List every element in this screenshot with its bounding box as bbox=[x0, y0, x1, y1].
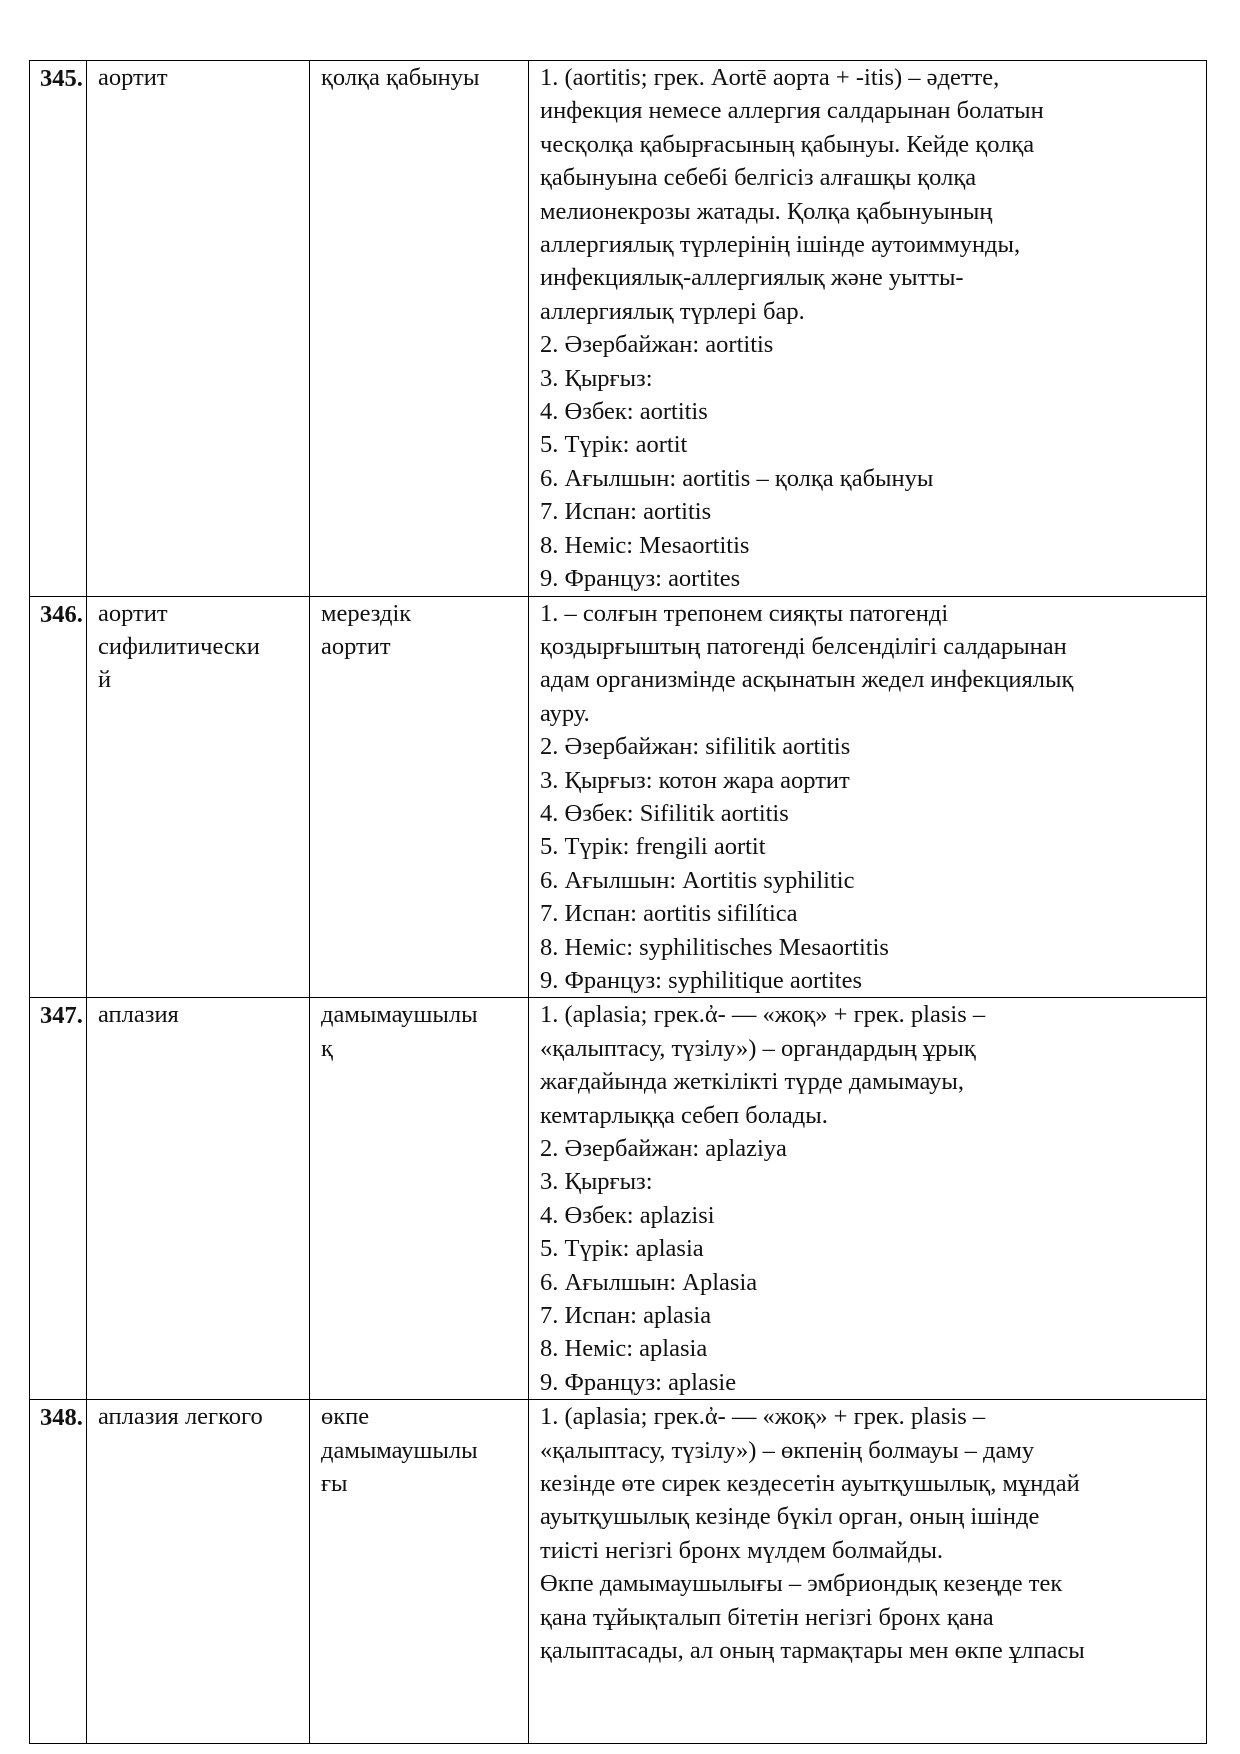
definition-line: 8. Неміс: aplasia bbox=[540, 1335, 708, 1363]
definition-line: қоздырғыштың патогенді белсенділігі салдарынан bbox=[540, 632, 1067, 660]
definition-cell bbox=[529, 1400, 1207, 1744]
definition-line: адам организмінде асқынатын жедел инфекциялық bbox=[540, 666, 1074, 694]
russian-term-line: й bbox=[98, 666, 112, 694]
kazakh-term-line: өкпе bbox=[321, 1403, 370, 1431]
definition-line: тиісті негізгі бронх мүлдем болмайды. bbox=[540, 1536, 944, 1564]
table-row bbox=[30, 61, 1207, 597]
definition-line: аллергиялық түрлерінің ішінде аутоиммунды, bbox=[540, 231, 1021, 259]
kazakh-term-line: дамымаушылы bbox=[321, 1001, 478, 1029]
entry-number: 347. bbox=[30, 998, 87, 1400]
table-row bbox=[30, 998, 1207, 1400]
terminology-table bbox=[29, 60, 1207, 1744]
definition-line: 8. Неміс: syphilitisches Mesaortitis bbox=[540, 933, 889, 961]
kazakh-term-line: дамымаушылы bbox=[321, 1436, 478, 1464]
entry-number: 348. bbox=[30, 1400, 87, 1744]
definition-line: қалыптасады, ал оның тармақтары мен өкпе ұлпасы bbox=[540, 1637, 1085, 1665]
definition-line: жағдайында жеткілікті түрде дамымауы, bbox=[540, 1068, 964, 1096]
definition-line: 3. Қырғыз: котон жара аортит bbox=[540, 766, 850, 794]
russian-term-cell bbox=[87, 596, 310, 998]
definition-line: инфекциялық-аллергиялық және уытты- bbox=[540, 264, 964, 292]
definition-line: «қалыптасу, түзілу») – органдардың ұрық bbox=[540, 1034, 976, 1062]
definition-line: 2. Әзербайжан: aplaziya bbox=[540, 1135, 787, 1162]
russian-term-line: аортит bbox=[98, 599, 168, 627]
definition-line: ауытқушылық кезінде бүкіл орган, оның ішінде bbox=[540, 1503, 1040, 1531]
kazakh-term-line: аортит bbox=[321, 632, 391, 660]
document-page bbox=[29, 60, 1206, 1744]
definition-line: 7. Испан: aplasia bbox=[540, 1302, 712, 1330]
definition-line: мелионекрозы жатады. Қолқа қабынуының bbox=[540, 197, 993, 225]
table-row bbox=[30, 596, 1207, 998]
definition-line: 2. Әзербайжан: sifilitik aortitis bbox=[540, 733, 851, 761]
kazakh-term-line: қ bbox=[321, 1034, 333, 1062]
definition-line: ауру. bbox=[540, 699, 590, 727]
definition-line: 6. Ағылшын: Aplasia bbox=[540, 1268, 758, 1296]
kazakh-term-line: қолқа қабынуы bbox=[321, 64, 480, 91]
definition-line: 5. Түрік: aortit bbox=[540, 431, 688, 459]
definition-cell bbox=[529, 596, 1207, 998]
definition-line: 1. (aplasia; грек.ἀ- — «жоқ» + грек. plasis – bbox=[540, 1001, 986, 1029]
definition-line: 6. Ағылшын: Aortitis syphilitic bbox=[540, 866, 855, 894]
definition-line: 9. Француз: aortites bbox=[540, 565, 741, 593]
definition-line: 6. Ағылшын: aortitis – қолқа қабынуы bbox=[540, 464, 934, 492]
russian-term-cell bbox=[87, 61, 310, 597]
definition-line: 1. (aortitis; грек. Aortē аорта + -itis) – әдетте, bbox=[540, 64, 1000, 91]
definition-line: кемтарлыққа себеп болады. bbox=[540, 1101, 828, 1129]
definition-cell bbox=[529, 61, 1207, 597]
definition-line: 9. Француз: syphilitique aortites bbox=[540, 966, 862, 994]
definition-line: инфекция немесе аллергия салдарынан болатын bbox=[540, 97, 1044, 125]
definition-line: 8. Неміс: Mesaortitis bbox=[540, 531, 750, 559]
russian-term-line: аортит bbox=[98, 64, 168, 91]
definition-line: Өкпе дамымаушылығы – эмбриондық кезеңде тек bbox=[540, 1570, 1063, 1598]
definition-line: 9. Француз: aplasie bbox=[540, 1368, 737, 1396]
kazakh-term-cell bbox=[310, 998, 529, 1400]
russian-term-cell bbox=[87, 1400, 310, 1744]
definition-line: 5. Түрік: aplasia bbox=[540, 1235, 704, 1263]
kazakh-term-cell bbox=[310, 596, 529, 998]
definition-line: 3. Қырғыз: bbox=[540, 364, 653, 392]
russian-term-line: аплазия легкого bbox=[98, 1403, 263, 1431]
kazakh-term-cell bbox=[310, 61, 529, 597]
definition-line: 7. Испан: aortitis sifilítica bbox=[540, 900, 798, 928]
definition-line: 1. – солғын трепонем сияқты патогенді bbox=[540, 599, 949, 627]
definition-line: аллергиялық түрлері бар. bbox=[540, 297, 805, 325]
definition-line: чесқолқа қабырғасының қабынуы. Кейде қолқа bbox=[540, 130, 1035, 158]
definition-cell bbox=[529, 998, 1207, 1400]
entry-number: 346. bbox=[30, 596, 87, 998]
kazakh-term-cell bbox=[310, 1400, 529, 1744]
definition-line: 4. Өзбек: aortitis bbox=[540, 398, 708, 426]
definition-line: 3. Қырғыз: bbox=[540, 1168, 653, 1196]
definition-line: 4. Өзбек: Sifilitik aortitis bbox=[540, 799, 789, 827]
definition-line: 1. (aplasia; грек.ἀ- — «жоқ» + грек. plasis – bbox=[540, 1403, 986, 1431]
table-row bbox=[30, 1400, 1207, 1744]
kazakh-term-line: ғы bbox=[321, 1470, 348, 1498]
definition-line: 4. Өзбек: aplazisi bbox=[540, 1201, 715, 1229]
entry-number: 345. bbox=[30, 61, 87, 597]
definition-line: қабынуына себебі белгісіз алғашқы қолқа bbox=[540, 164, 977, 192]
russian-term-cell bbox=[87, 998, 310, 1400]
russian-term-line: аплазия bbox=[98, 1001, 179, 1029]
definition-line: 7. Испан: aortitis bbox=[540, 498, 712, 526]
definition-line: қана тұйықталып бітетін негізгі бронх қана bbox=[540, 1603, 994, 1631]
definition-line: 2. Әзербайжан: aortitis bbox=[540, 331, 774, 359]
table-body bbox=[30, 61, 1207, 1744]
definition-line: кезінде өте сирек кездесетін ауытқушылық, мұндай bbox=[540, 1470, 1080, 1498]
definition-line: «қалыптасу, түзілу») – өкпенің болмауы – даму bbox=[540, 1436, 1035, 1464]
kazakh-term-line: мерездік bbox=[321, 599, 412, 627]
russian-term-line: сифилитически bbox=[98, 632, 260, 660]
definition-line: 5. Түрік: frengili aortit bbox=[540, 833, 766, 861]
